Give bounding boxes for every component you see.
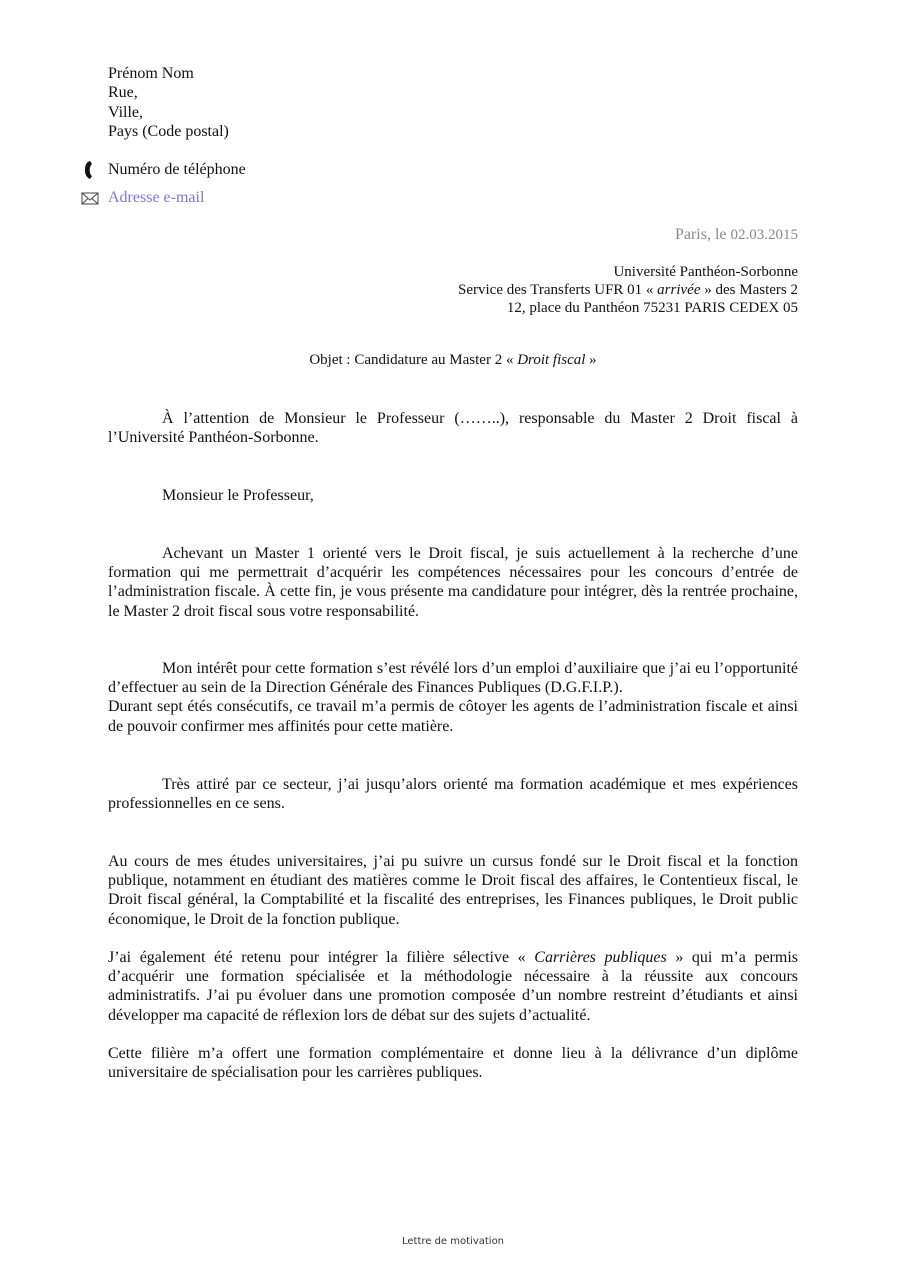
paragraph-5-text (108, 948, 798, 1025)
subject-line (0, 352, 906, 369)
attention-paragraph (108, 409, 798, 447)
envelope-icon (80, 189, 100, 207)
page-footer: Lettre de motivation (401, 1236, 505, 1247)
paragraph-5-a: J’ai également été retenu pour intégrer la filière sélective « (108, 949, 535, 966)
paragraph-3 (108, 775, 798, 813)
paragraph-2a-text: Mon intérêt pour cette formation s’est révélé lors d’un emploi d’auxiliaire que j’ai eu l’opportunité d’effectuer au sein de la Direction Générale des Finances Publiques (D.G.F.I.P.). (108, 660, 798, 697)
paragraph-2b-text: Durant sept étés consécutifs, ce travail m’a permis de côtoyer les agents de l’administration fiscale et ainsi de pouvoir confirmer mes affinités pour cette matière. (108, 698, 798, 735)
paragraph-6-text: Cette filière m’a offert une formation complémentaire et donne lieu à la délivrance d’un diplôme universitaire de spécialisation pour les carrières publiques. (108, 1045, 798, 1082)
paragraph-5-em: Carrières publiques (534, 949, 667, 966)
paragraph-5 (108, 948, 798, 1025)
paragraph-6 (108, 1044, 798, 1082)
subject-emphasis: Droit fiscal (517, 352, 586, 368)
recipient-service-em: arrivée (657, 282, 701, 299)
phone-icon (80, 161, 100, 179)
sender-country: Pays (Code postal) (108, 123, 229, 141)
recipient-street: 12, place du Panthéon 75231 PARIS CEDEX 05 (506, 300, 798, 317)
date-prefix: Paris, le (674, 226, 731, 243)
sender-address (108, 64, 229, 142)
subject-prefix: Objet : Candidature au Master 2 « (309, 352, 518, 368)
salutation-paragraph (108, 486, 798, 505)
sender-street: Rue, (108, 84, 138, 102)
recipient-service-a: Service des Transferts UFR 01 « (458, 282, 658, 299)
phone-number: Numéro de téléphone (108, 161, 246, 178)
paragraph-1-text: Achevant un Master 1 orienté vers le Droit fiscal, je suis actuellement à la recherche d’une formation qui me permettrait d’acquérir les compétences nécessaires pour les concours d’entrée de l’administration fiscale. À cette fin, je vous présente ma candidature pour intégrer, dès la rentrée prochaine, le Master 2 droit fiscal sous votre responsabilité. (108, 545, 798, 620)
subject-suffix: » (585, 352, 597, 368)
paragraph-4-text: Au cours de mes études universitaires, j’ai pu suivre un cursus fondé sur le Droit fiscal et la fonction publique, notamment en étudiant des matières comme le Droit fiscal des affaires, le Contentieux fiscal, le Droit fiscal général, la Comptabilité et la fiscalité des entreprises, les Finances publiques, le Droit public économique, le Droit de la fonction publique. (108, 853, 798, 928)
email-address[interactable]: Adresse e-mail (108, 189, 205, 206)
recipient-service-b: » des Masters 2 (700, 282, 798, 299)
paragraph-4 (108, 852, 798, 929)
date-value: 02.03.2015 (730, 227, 798, 243)
date-line (675, 226, 798, 244)
paragraph-5-b: » qui m’a permis d’acquérir une formation spécialisée et la méthodologie nécessaire à la réussite aux concours administratifs. J’ai pu évoluer dans une promotion composée d’un nombre restreint d’étudiants et ainsi développer ma capacité de réflexion lors de débat sur des sujets d’actualité. (108, 949, 798, 1024)
paragraph-3-text: Très attiré par ce secteur, j’ai jusqu’alors orienté ma formation académique et mes expériences professionnelles en ce sens. (108, 776, 798, 813)
paragraph-1 (108, 544, 798, 621)
recipient-service (458, 281, 798, 299)
recipient-address (458, 263, 798, 318)
salutation-text: Monsieur le Professeur, (162, 487, 314, 504)
recipient-university: Université Panthéon-Sorbonne (613, 264, 798, 280)
sender-city: Ville, (108, 103, 144, 121)
sender-name: Prénom Nom (108, 65, 194, 82)
attention-text: À l’attention de Monsieur le Professeur (……..), responsable du Master 2 Droit fiscal à l’Université Panthéon-Sorbonne. (108, 410, 798, 447)
paragraph-2 (108, 659, 798, 736)
